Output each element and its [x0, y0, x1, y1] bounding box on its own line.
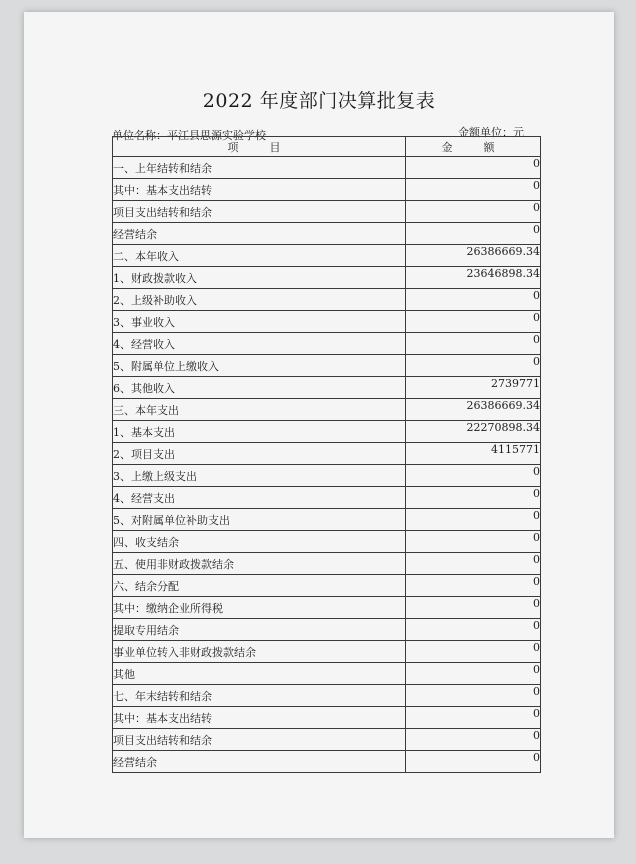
- table-row: [113, 355, 541, 377]
- row-label: 2、项目支出: [113, 443, 406, 465]
- row-label: 其中：基本支出结转: [113, 179, 406, 201]
- unit-name: 单位名称：平江县思源实验学校: [112, 129, 266, 142]
- table-row: [113, 553, 541, 575]
- row-amount: 26386669.34: [406, 245, 541, 267]
- row-label: 三、本年支出: [113, 399, 406, 421]
- row-amount: 22270898.34: [406, 421, 541, 443]
- table-row: [113, 663, 541, 685]
- row-amount: 23646898.34: [406, 267, 541, 289]
- table-row: [113, 267, 541, 289]
- row-label: 五、使用非财政拨款结余: [113, 553, 406, 575]
- table-row: [113, 179, 541, 201]
- table-row: [113, 685, 541, 707]
- table-body: [113, 157, 541, 773]
- row-amount: 0: [406, 223, 541, 245]
- row-label: 提取专用结余: [113, 619, 406, 641]
- row-label: 6、其他收入: [113, 377, 406, 399]
- table-row: [113, 311, 541, 333]
- row-amount: 0: [406, 289, 541, 311]
- table-row: [113, 641, 541, 663]
- row-amount: 0: [406, 465, 541, 487]
- header-item: 项 目: [113, 137, 406, 157]
- table-row: [113, 465, 541, 487]
- table-row: [113, 377, 541, 399]
- row-amount: 0: [406, 597, 541, 619]
- table-row: [113, 575, 541, 597]
- row-amount: 0: [406, 685, 541, 707]
- row-label: 4、经营支出: [113, 487, 406, 509]
- row-amount: 0: [406, 751, 541, 773]
- row-amount: 0: [406, 531, 541, 553]
- row-label: 其中：基本支出结转: [113, 707, 406, 729]
- row-label: 二、本年收入: [113, 245, 406, 267]
- row-label: 经营结余: [113, 751, 406, 773]
- row-label: 5、附属单位上缴收入: [113, 355, 406, 377]
- row-label: 3、事业收入: [113, 311, 406, 333]
- table-row: [113, 333, 541, 355]
- row-label: 六、结余分配: [113, 575, 406, 597]
- table-row: [113, 157, 541, 179]
- row-amount: 0: [406, 157, 541, 179]
- row-amount: 0: [406, 179, 541, 201]
- table-row: [113, 531, 541, 553]
- table-row: [113, 619, 541, 641]
- table-row: [113, 421, 541, 443]
- table-row: [113, 509, 541, 531]
- row-label: 项目支出结转和结余: [113, 201, 406, 223]
- row-label: 1、财政拨款收入: [113, 267, 406, 289]
- row-label: 4、经营收入: [113, 333, 406, 355]
- table-row: [113, 223, 541, 245]
- row-label: 七、年末结转和结余: [113, 685, 406, 707]
- row-amount: 0: [406, 729, 541, 751]
- table-row: [113, 751, 541, 773]
- table-row: [113, 245, 541, 267]
- row-label: 项目支出结转和结余: [113, 729, 406, 751]
- row-label: 四、收支结余: [113, 531, 406, 553]
- row-amount: 0: [406, 487, 541, 509]
- row-amount: 0: [406, 201, 541, 223]
- table-row: [113, 289, 541, 311]
- row-amount: 0: [406, 575, 541, 597]
- row-amount: 0: [406, 355, 541, 377]
- row-amount: 0: [406, 311, 541, 333]
- row-label: 1、基本支出: [113, 421, 406, 443]
- row-amount: 0: [406, 663, 541, 685]
- table-row: [113, 597, 541, 619]
- table-row: [113, 729, 541, 751]
- header-amount: 金 额: [406, 137, 541, 157]
- document-title: 2022 年度部门决算批复表: [202, 90, 436, 112]
- document-page: [24, 12, 614, 838]
- row-amount: 0: [406, 707, 541, 729]
- row-amount: 0: [406, 619, 541, 641]
- table-row: [113, 399, 541, 421]
- row-label: 5、对附属单位补助支出: [113, 509, 406, 531]
- amount-unit: 金额单位：元: [458, 126, 524, 139]
- row-label: 经营结余: [113, 223, 406, 245]
- row-amount: 26386669.34: [406, 399, 541, 421]
- row-amount: 0: [406, 641, 541, 663]
- table-row: [113, 487, 541, 509]
- row-amount: 0: [406, 553, 541, 575]
- row-label: 一、上年结转和结余: [113, 157, 406, 179]
- row-amount: 2739771: [406, 377, 541, 399]
- row-amount: 4115771: [406, 443, 541, 465]
- row-label: 其中：缴纳企业所得税: [113, 597, 406, 619]
- row-label: 3、上缴上级支出: [113, 465, 406, 487]
- table-header-row: [113, 137, 541, 157]
- row-label: 其他: [113, 663, 406, 685]
- row-label: 事业单位转入非财政拨款结余: [113, 641, 406, 663]
- table-row: [113, 201, 541, 223]
- row-amount: 0: [406, 333, 541, 355]
- budget-table: [112, 136, 541, 773]
- row-amount: 0: [406, 509, 541, 531]
- row-label: 2、上级补助收入: [113, 289, 406, 311]
- table-row: [113, 443, 541, 465]
- table-row: [113, 707, 541, 729]
